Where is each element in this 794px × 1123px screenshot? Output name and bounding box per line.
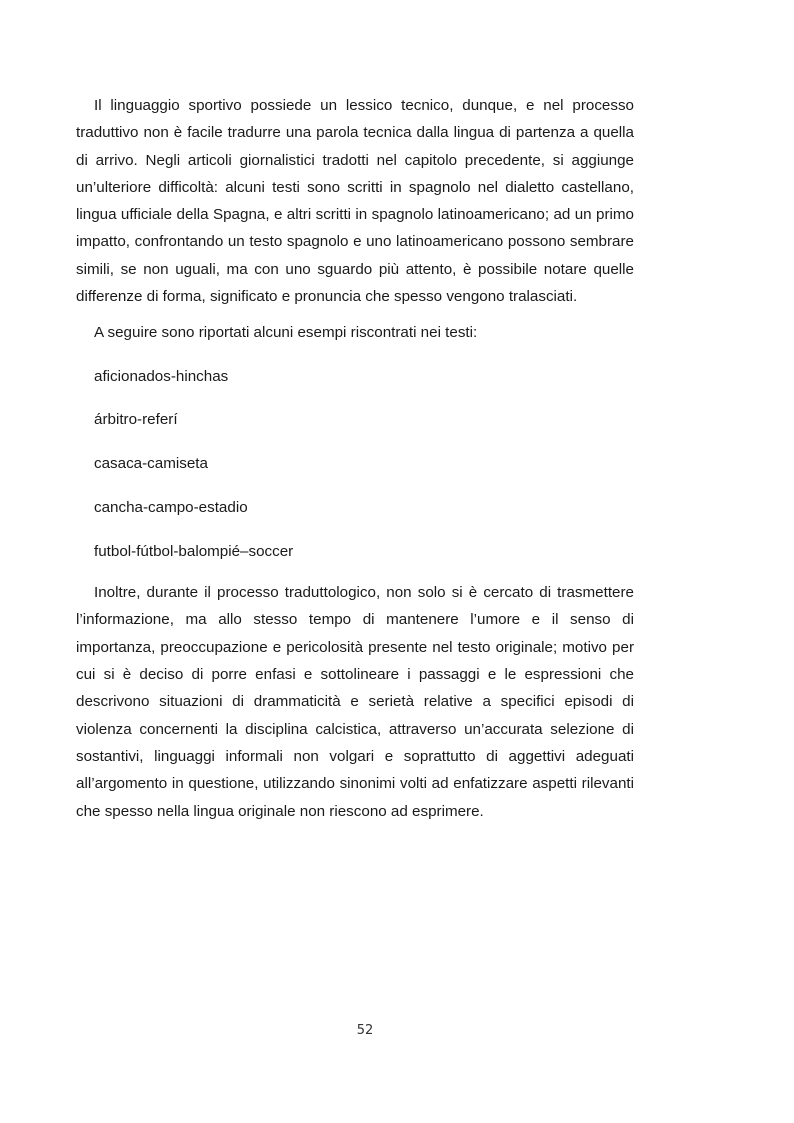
page-content xyxy=(76,92,634,825)
example-term: futbol-fútbol-balompié–soccer xyxy=(94,542,294,560)
example-term: casaca-camiseta xyxy=(94,455,208,473)
example-term: árbitro-referí xyxy=(94,411,178,429)
paragraph-translation-process: Inoltre, durante il processo traduttologico, non solo si è cercato di trasmettere l’informazione, ma allo stesso tempo di mantenere l’umore e il senso di importanza, preoccupazione e pericolosità presente nel testo originale; motivo per cui si è deciso di porre enfasi e sottolineare i passaggi e le espressioni che descrivono situazioni di drammaticità e serietà relative a specifici episodi di violenza concernenti la disciplina calcistica, attraverso un’accurata selezione di sostantivi, linguaggi informali non volgari e soprattutto di aggettivi adeguati all’argomento in questione, utilizzando sinonimi volti ad enfatizzare aspetti rilevanti che spesso nella lingua originale non riescono ad esprimere. xyxy=(76,584,634,820)
paragraph-examples-intro: A seguire sono riportati alcuni esempi riscontrati nei testi: xyxy=(94,324,478,342)
example-term: aficionados-hinchas xyxy=(94,367,229,385)
page-number: 52 xyxy=(356,1023,374,1038)
paragraph-sports-language: Il linguaggio sportivo possiede un lessico tecnico, dunque, e nel processo traduttivo non è facile tradurre una parola tecnica dalla lingua di partenza a quella di arrivo. Negli articoli giornalistici tradotti nel capitolo precedente, si aggiunge un’ulteriore difficoltà: alcuni testi sono scritti in spagnolo nel dialetto castellano, lingua ufficiale della Spagna, e altri scritti in spagnolo latinoamericano; ad un primo impatto, confrontando un testo spagnolo e uno latinoamericano possono sembrare simili, se non uguali, ma con uno sguardo più attento, è possibile notare quelle differenze di forma, significato e pronuncia che spesso vengono tralasciati. xyxy=(76,97,634,306)
example-term: cancha-campo-estadio xyxy=(94,499,248,517)
examples-list xyxy=(76,363,634,565)
